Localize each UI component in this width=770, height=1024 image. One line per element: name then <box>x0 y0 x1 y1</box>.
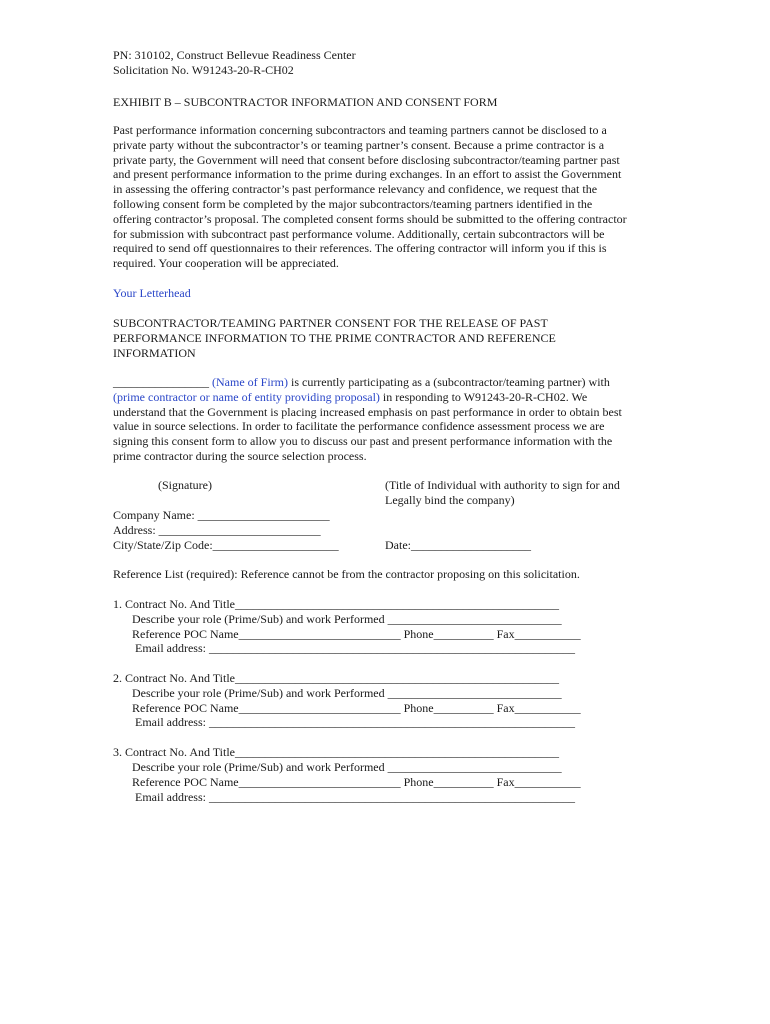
intro-paragraph <box>113 123 658 271</box>
intro-line: required to send off questionnaires to their references. The offering contractor will inform you if this is <box>113 241 607 256</box>
consent-title <box>113 316 658 360</box>
consent-title-line: PERFORMANCE INFORMATION TO THE PRIME CONTRACTOR AND REFERENCE <box>113 330 556 345</box>
reference-2-contract: 2. Contract No. And Title______________________________________________________ <box>113 671 560 685</box>
exhibit-title: EXHIBIT B – SUBCONTRACTOR INFORMATION AND CONSENT FORM <box>113 95 498 109</box>
consent-line: signing this consent form to allow you to discuss our past and present performance information with the <box>113 434 613 449</box>
reference-1-email: Email address: _____________________________________________________________ <box>135 641 575 655</box>
firm-name-blank: ________________ <box>113 375 212 389</box>
intro-line: in assessing the offering contractor’s past performance relevancy and confidence, we request that the <box>113 182 598 197</box>
consent-line <box>113 375 658 390</box>
solicitation-number: Solicitation No. W91243-20-R-CH02 <box>113 63 294 77</box>
reference-3-role: Describe your role (Prime/Sub) and work Performed _____________________________ <box>132 760 562 774</box>
intro-line: required. Your cooperation will be appreciated. <box>113 256 339 271</box>
consent-line: understand that the Government is placing increased emphasis on past performance in order to obtain best <box>113 404 622 419</box>
consent-title-line: SUBCONTRACTOR/TEAMING PARTNER CONSENT FOR THE RELEASE OF PAST <box>113 316 548 330</box>
consent-line: prime contractor during the source selection process. <box>113 448 367 463</box>
legally-bind-label: Legally bind the company) <box>385 493 515 507</box>
address-field: Address: ___________________________ <box>113 523 321 537</box>
letterhead-placeholder: Your Letterhead <box>113 286 191 300</box>
date-field: Date:____________________ <box>385 538 531 552</box>
intro-line: Past performance information concerning subcontractors and teaming partners cannot be disclosed to a <box>113 123 607 137</box>
reference-1-role: Describe your role (Prime/Sub) and work Performed _____________________________ <box>132 612 562 626</box>
intro-line: for submission with subcontract past performance volume. Additionally, certain subcontractors will be <box>113 226 605 241</box>
city-state-zip-field: City/State/Zip Code:_____________________ <box>113 538 339 552</box>
reference-3-email: Email address: _____________________________________________________________ <box>135 790 575 804</box>
reference-2-poc: Reference POC Name___________________________ Phone__________ Fax___________ <box>132 701 581 715</box>
prime-entity-placeholder: (prime contractor or name of entity providing proposal) <box>113 389 380 404</box>
consent-title-line: INFORMATION <box>113 345 196 360</box>
consent-body <box>113 375 658 464</box>
reference-2-email: Email address: _____________________________________________________________ <box>135 715 575 729</box>
reference-list-title: Reference List (required): Reference cannot be from the contractor proposing on this solicitation. <box>113 567 580 581</box>
consent-line <box>113 390 658 405</box>
reference-1-poc: Reference POC Name___________________________ Phone__________ Fax___________ <box>132 627 581 641</box>
intro-line: and present performance information to the prime during exchanges. In an effort to assist the Government <box>113 167 622 182</box>
consent-line-text: in responding to W91243-20-R-CH02. We <box>379 389 588 404</box>
consent-line-text: is currently participating as a (subcontractor/teaming partner) with <box>287 375 610 389</box>
intro-line: private party without the subcontractor’s or teaming partner’s consent. Because a prime contractor is a <box>113 137 605 152</box>
signature-label: (Signature) <box>158 478 212 492</box>
intro-line: following consent form be completed by the major subcontractors/teaming partners identified in the <box>113 196 593 211</box>
title-of-individual-label: (Title of Individual with authority to sign for and <box>385 478 620 492</box>
reference-3-poc: Reference POC Name___________________________ Phone__________ Fax___________ <box>132 775 581 789</box>
project-number: PN: 310102, Construct Bellevue Readiness Center <box>113 48 356 62</box>
reference-1-contract: 1. Contract No. And Title______________________________________________________ <box>113 597 560 611</box>
company-name-field: Company Name: ______________________ <box>113 508 330 522</box>
name-of-firm-placeholder: (Name of Firm) <box>212 375 288 389</box>
reference-3-contract: 3. Contract No. And Title______________________________________________________ <box>113 745 560 759</box>
reference-2-role: Describe your role (Prime/Sub) and work Performed _____________________________ <box>132 686 562 700</box>
intro-line: private party, the Government will need that consent before disclosing subcontractor/teaming partner past <box>113 152 620 167</box>
consent-line: value in source selections. In order to facilitate the performance confidence assessment process we are <box>113 419 605 434</box>
intro-line: offering contractor’s proposal. The completed consent forms should be submitted to the offering contractor <box>113 211 627 226</box>
